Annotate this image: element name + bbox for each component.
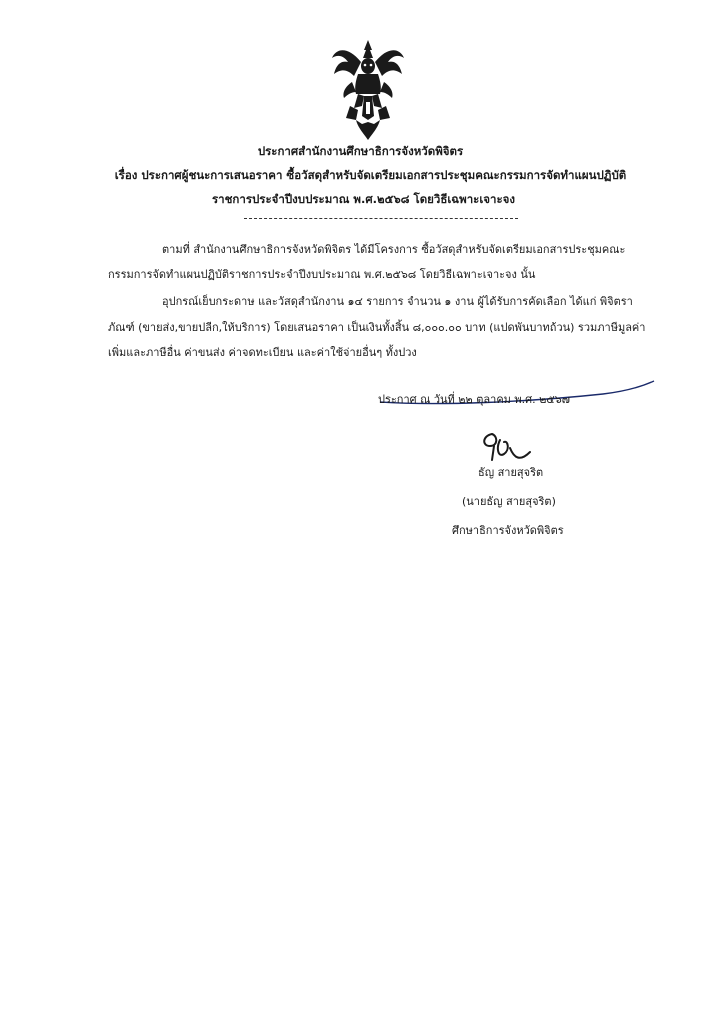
body-line-5: เพิ่มและภาษีอื่น ค่าขนส่ง ค่าจดทะเบียน และค่าใช้จ่ายอื่นๆ ทั้งปวง (108, 346, 417, 359)
announcement-subject: เรื่อง ประกาศผู้ชนะการเสนอราคา ซื้อวัสดุสำหรับจัดเตรียมเอกสารประชุมคณะกรรมการจัดทำแผนปฏิบัติ (114, 168, 627, 182)
dashed-divider (244, 218, 518, 219)
body-line-1: ตามที่ สำนักงานศึกษาธิการจังหวัดพิจิตร ได้มีโครงการ ซื้อวัสดุสำหรับจัดเตรียมเอกสารประชุมคณะ (162, 243, 626, 256)
body-line-2: กรรมการจัดทำแผนปฏิบัติราชการประจำปีงบประมาณ พ.ศ.๒๕๖๘ โดยวิธีเฉพาะเจาะจง นั้น (108, 268, 536, 281)
handwritten-signature-icon (474, 428, 534, 468)
body-line-4: ภัณฑ์ (ขายส่ง,ขายปลีก,ให้บริการ) โดยเสนอราคา เป็นเงินทั้งสิ้น ๘,๐๐๐.๐๐ บาท (แปดพันบาทถ้วน) รวมภาษีมูลค่า (108, 321, 646, 334)
announcement-date: ประกาศ ณ วันที่ ๒๒ ตุลาคม พ.ศ. ๒๕๖๗ (378, 393, 570, 406)
signer-title: ศึกษาธิการจังหวัดพิจิตร (452, 524, 564, 537)
garuda-emblem-icon (328, 36, 408, 144)
announcement-heading: ประกาศสำนักงานศึกษาธิการจังหวัดพิจิตร (257, 144, 464, 158)
signer-name: ธัญ สายสุจริต (478, 466, 544, 479)
signer-full-name: (นายธัญ สายสุจริต) (462, 495, 556, 508)
announcement-subject-cont: ราชการประจำปีงบประมาณ พ.ศ.๒๕๖๘ โดยวิธีเฉพาะเจาะจง (211, 192, 516, 206)
body-line-3: อุปกรณ์เย็บกระดาษ และวัสดุสำนักงาน ๑๔ รายการ จำนวน ๑ งาน ผู้ได้รับการคัดเลือก ได้แก่ พิจิตรา (162, 295, 633, 308)
